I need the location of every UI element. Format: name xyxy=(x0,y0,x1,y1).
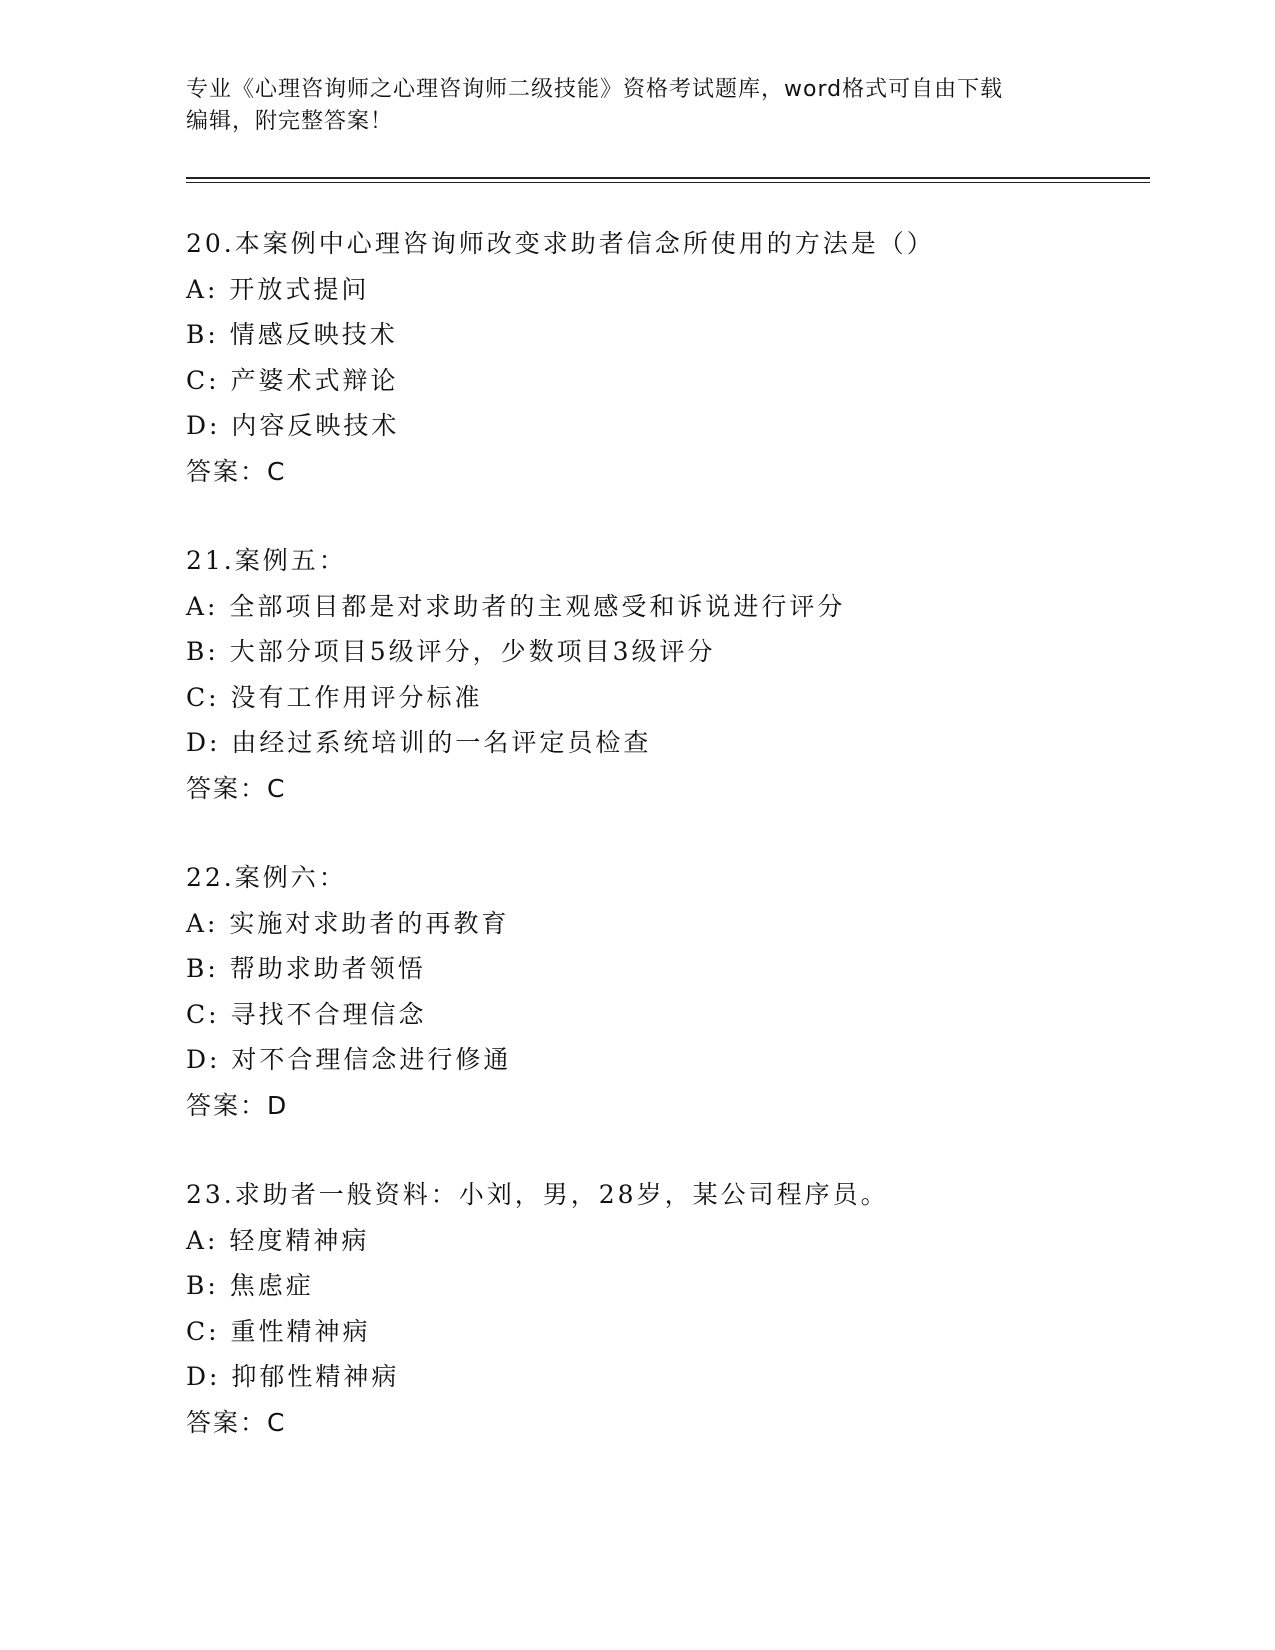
header-line-2: 编辑，附完整答案！ xyxy=(186,109,394,134)
option-a: A: 实施对求助者的再教育 xyxy=(186,908,510,938)
option-b: B: 焦虑症 xyxy=(186,1271,314,1300)
option-d: D: 由经过系统培训的一名评定员检查 xyxy=(186,728,652,757)
answer: 答案：C xyxy=(186,773,287,803)
answer: 答案：D xyxy=(186,1090,289,1120)
option-c: C: 重性精神病 xyxy=(186,1316,371,1346)
header-divider-thick xyxy=(186,177,1150,179)
question-stem: 23.求助者一般资料：小刘，男，28岁，某公司程序员。 xyxy=(186,1180,889,1209)
option-c: C: 没有工作用评分标准 xyxy=(186,682,483,712)
answer: 答案：C xyxy=(186,1407,287,1437)
question-stem: 20.本案例中心理咨询师改变求助者信念所使用的方法是（） xyxy=(186,229,935,258)
option-d: D: 内容反映技术 xyxy=(186,411,400,440)
question-22 xyxy=(186,855,1146,1128)
option-c: C: 产婆术式辩论 xyxy=(186,365,399,395)
question-stem: 22.案例六： xyxy=(186,863,347,892)
header-line-1: 专业《心理咨询师之心理咨询师二级技能》资格考试题库，word格式可自由下载 xyxy=(186,77,1004,102)
option-c: C: 寻找不合理信念 xyxy=(186,999,427,1029)
question-20 xyxy=(186,221,1146,494)
document-header xyxy=(186,74,1086,138)
option-a: A: 开放式提问 xyxy=(186,274,370,304)
question-stem: 21.案例五： xyxy=(186,546,347,575)
option-a: A: 轻度精神病 xyxy=(186,1225,370,1255)
header-divider-thin xyxy=(186,182,1150,183)
option-b: B: 情感反映技术 xyxy=(186,320,398,349)
option-b: B: 帮助求助者领悟 xyxy=(186,954,426,983)
question-23 xyxy=(186,1172,1146,1445)
option-b: B: 大部分项目5级评分，少数项目3级评分 xyxy=(186,637,716,666)
option-d: D: 抑郁性精神病 xyxy=(186,1362,400,1391)
question-21 xyxy=(186,538,1146,811)
answer: 答案：C xyxy=(186,456,287,486)
option-a: A: 全部项目都是对求助者的主观感受和诉说进行评分 xyxy=(186,591,846,621)
option-d: D: 对不合理信念进行修通 xyxy=(186,1045,512,1074)
